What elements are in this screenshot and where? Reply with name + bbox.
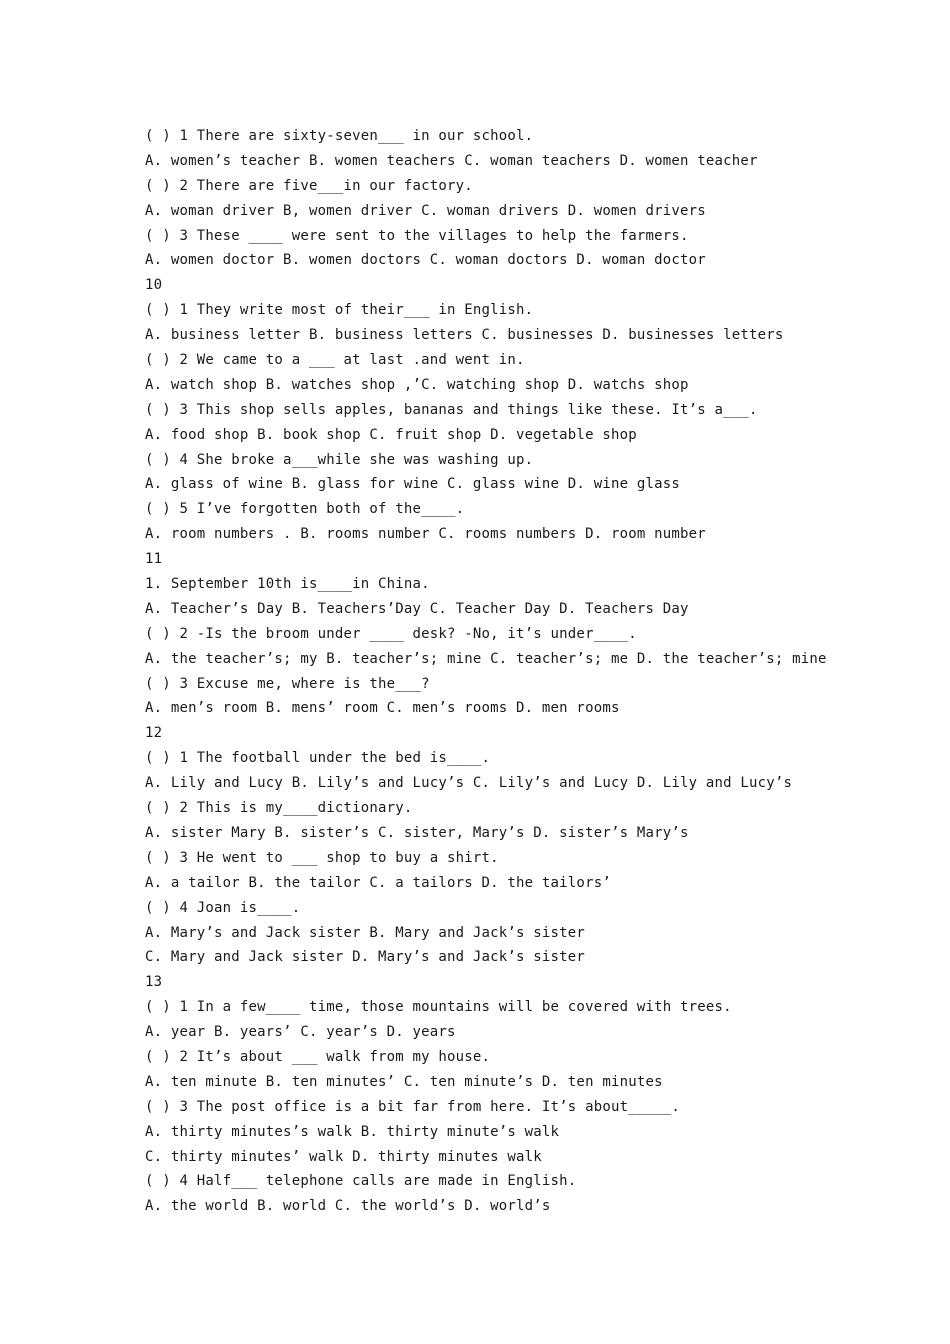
options-line: A. year B. years’ C. year’s D. years [145,1024,456,1041]
question-line: ( ) 1 There are sixty-seven___ in our school. [145,128,534,144]
options-line: A. Mary’s and Jack sister B. Mary and Jack’s sister [145,924,586,941]
question-line: ( ) 3 The post office is a bit far from here. It’s about_____. [145,1098,680,1115]
question-line: ( ) 1 They write most of their___ in English. [145,302,534,319]
question-line: ( ) 2 -Is the broom under ____ desk? -No, it’s under____. [145,625,637,642]
section-number: 10 [145,277,163,294]
question-line: ( ) 2 It’s about ___ walk from my house. [145,1048,491,1065]
options-line: A. the world B. world C. the world’s D. world’s [145,1198,551,1215]
options-line: A. watch shop B. watches shop ,’C. watching shop D. watchs shop [145,376,689,393]
options-line: A. men’s room B. mens’ room C. men’s rooms D. men rooms [145,700,620,717]
options-line: A. the teacher’s; my B. teacher’s; mine C. teacher’s; me D. the teacher’s; mine [145,650,827,667]
question-line: ( ) 3 These ____ were sent to the villages to help the farmers. [145,227,689,244]
question-line: ( ) 3 He went to ___ shop to buy a shirt. [145,849,499,866]
question-line: ( ) 5 I’ve forgotten both of the____. [145,501,465,518]
question-line: ( ) 1 The football under the bed is____. [145,750,491,767]
worksheet-body [145,124,925,1219]
options-line: A. woman driver B, women driver C. woman drivers D. women drivers [145,202,706,219]
question-line: ( ) 4 She broke a___while she was washing up. [145,451,534,468]
options-line: A. sister Mary B. sister’s C. sister, Mary’s D. sister’s Mary’s [145,824,689,841]
options-line: A. ten minute B. ten minutes’ C. ten minute’s D. ten minutes [145,1073,663,1090]
options-line: A. Lily and Lucy B. Lily’s and Lucy’s C. Lily’s and Lucy D. Lily and Lucy’s [145,775,793,792]
question-line: ( ) 4 Joan is____. [145,899,301,916]
question-line: ( ) 2 This is my____dictionary. [145,800,413,817]
question-line: 1. September 10th is____in China. [145,576,430,593]
options-line: A. room numbers . B. rooms number C. rooms numbers D. room number [145,526,706,543]
question-line: ( ) 3 This shop sells apples, bananas and things like these. It’s a___. [145,401,758,418]
question-line: ( ) 1 In a few____ time, those mountains will be covered with trees. [145,999,732,1016]
question-line: ( ) 2 There are five___in our factory. [145,177,473,194]
options-line: A. women doctor B. women doctors C. woman doctors D. woman doctor [145,252,706,269]
options-line: A. a tailor B. the tailor C. a tailors D. the tailors’ [145,874,611,891]
options-line: A. women’s teacher B. women teachers C. woman teachers D. women teacher [145,152,758,169]
options-line: A. business letter B. business letters C. businesses D. businesses letters [145,327,784,344]
question-line: ( ) 2 We came to a ___ at last .and went in. [145,352,525,369]
options-line: A. Teacher’s Day B. Teachers’Day C. Teacher Day D. Teachers Day [145,600,689,617]
section-number: 11 [145,551,163,568]
options-line: C. Mary and Jack sister D. Mary’s and Jack’s sister [145,949,586,966]
options-line: C. thirty minutes’ walk D. thirty minutes walk [145,1148,542,1165]
section-number: 12 [145,725,163,742]
options-line: A. food shop B. book shop C. fruit shop D. vegetable shop [145,426,637,443]
question-line: ( ) 3 Excuse me, where is the___? [145,675,430,692]
options-line: A. glass of wine B. glass for wine C. glass wine D. wine glass [145,476,680,493]
section-number: 13 [145,974,163,991]
question-line: ( ) 4 Half___ telephone calls are made in English. [145,1173,577,1190]
options-line: A. thirty minutes’s walk B. thirty minute’s walk [145,1123,560,1140]
